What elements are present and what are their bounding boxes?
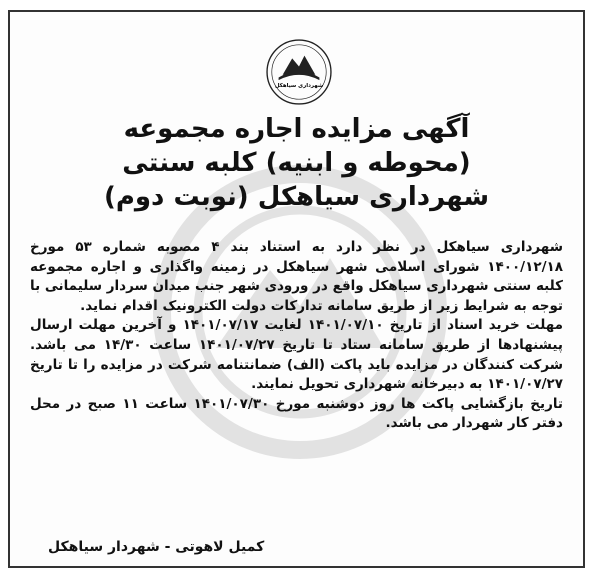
- body-paragraph-3: تاریخ بازگشایی پاکت ها روز دوشنبه مورخ ۱۴۰۱/۰۷/۳۰ ساعت ۱۱ صبح در محل دفتر کار شهردار می باشد.: [30, 395, 563, 432]
- municipality-seal-icon: [265, 38, 333, 106]
- body-paragraph-2: مهلت خرید اسناد از تاریخ ۱۴۰۱/۰۷/۱۰ لغایت ۱۴۰۱/۰۷/۱۷ و آخرین مهلت ارسال پیشنهادها از طریق سامانه ستاد تا تاریخ ۱۴۰۱/۰۷/۲۷ ساعت ۱۴/۳۰ می باشد. شرکت کنندگان در مزایده باید پاکت (الف) ضمانتنامه شرکت در مزایده را تا تاریخ ۱۴۰۱/۰۷/۲۷ به دبیرخانه شهرداری تحویل نمایند.: [30, 317, 563, 393]
- logo-text: شهرداری سیاهکل: [274, 82, 324, 89]
- title-line-3: شهرداری سیاهکل (نوبت دوم): [103, 182, 490, 212]
- signature: کمیل لاهوتی - شهردار سیاهکل: [48, 539, 265, 555]
- notice-frame: [8, 10, 585, 568]
- notice-body: [30, 238, 563, 434]
- title-line-2: (محوطه و ابنیه) کلبه سنتی: [122, 148, 471, 178]
- title-line-1: آگهی مزایده اجاره مجموعه: [123, 114, 470, 144]
- page-title: [10, 112, 583, 214]
- body-paragraph-1: شهرداری سیاهکل در نظر دارد به استناد بند ۴ مصوبه شماره ۵۳ مورخ ۱۴۰۰/۱۲/۱۸ شورای اسلامی شهر سیاهکل در زمینه واگذاری و اجاره مجموعه کلبه سنتی شهرداری سیاهکل واقع در ورودی شهر جنب میدان سردار سلیمانی با توجه به شرایط زیر از طریق سامانه تدارکات دولت الکترونیک اقدام نماید.: [30, 239, 563, 314]
